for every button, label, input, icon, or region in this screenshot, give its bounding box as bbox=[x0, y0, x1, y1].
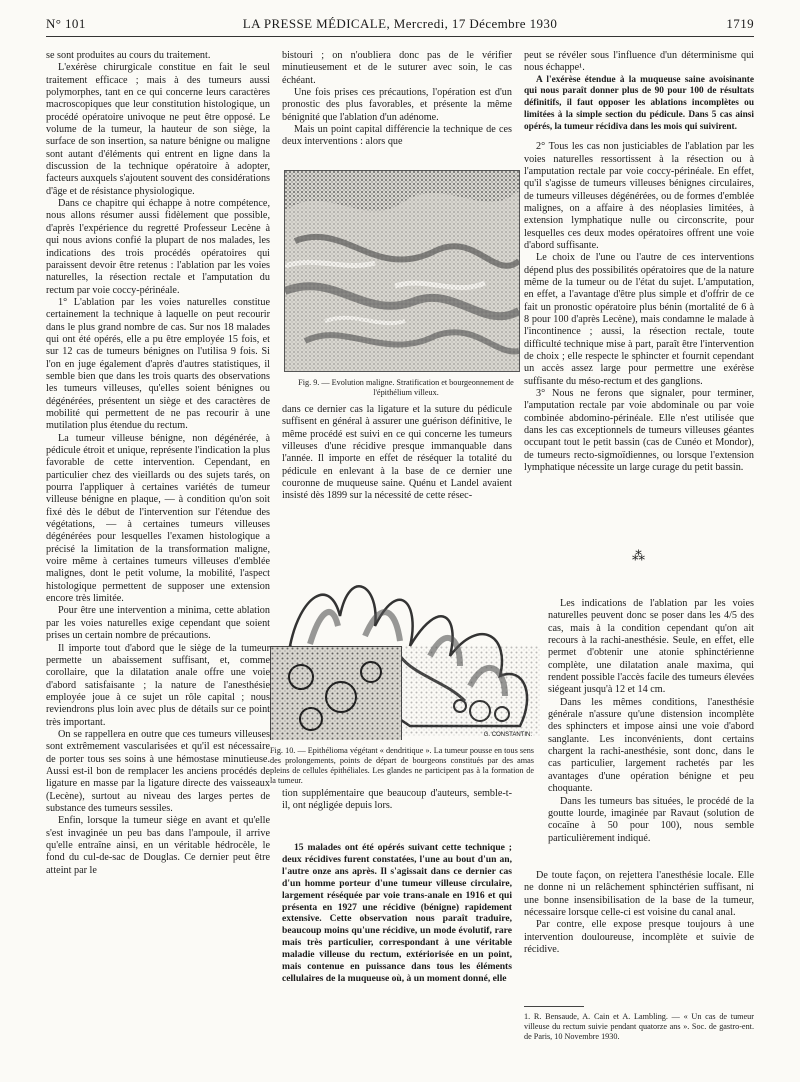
paragraph: Les indications de l'ablation par les voies naturelles peuvent donc se poser dans les 4/5 des cas, mais à la condition cependant qu'on ait recours à la rachi-anesthésie. Seule, en effet, elle permet d'obtenir une atonie sphinctérienne complète, une dilatation anale maxima, qui rendent possible l'accès facile des tumeurs élevées siégeant jusqu'à 12 et 14 cm. bbox=[548, 598, 754, 696]
column-right-end bbox=[524, 870, 754, 956]
column-middle-bottom bbox=[282, 788, 512, 813]
paragraph: Une fois prises ces précautions, l'opération est d'un pronostic des plus favorables, et présente la même bénignité que l'ablation d'un adénome. bbox=[282, 87, 512, 123]
figure-10-micrograph bbox=[270, 556, 540, 740]
paragraph: Par contre, elle expose presque toujours à une intervention douloureuse, incomplète et suivie de récidive. bbox=[524, 919, 754, 956]
paragraph: Pour être une intervention a minima, cette ablation par les voies naturelles exige cependant que soient prises un certain nombre de précautions. bbox=[46, 605, 270, 642]
journal-title: LA PRESSE MÉDICALE, Mercredi, 17 Décembre 1930 bbox=[242, 16, 558, 31]
paragraph: Dans ce chapitre qui échappe à notre compétence, nous allons résumer aussi fidèlement que possible, d'après l'expérience du regretté Professeur Lecène à qui nous avions confié la plupart de nos malades, les indications des trois procédés opératoires qui paraissent devoir être retenus : l'ablation par les voies naturelles, la résection rectale et l'amputation du rectum par voie coccy-périnéale. bbox=[46, 198, 270, 296]
paragraph: bistouri ; on n'oubliera donc pas de le vérifier minutieusement et de le suturer avec soin, le cas échéant. bbox=[282, 50, 512, 86]
figure-9-micrograph bbox=[284, 170, 520, 372]
paragraph: Dans les mêmes conditions, l'anesthésie générale n'assure qu'une distension incomplète des sphincters et impose ainsi une voie d'abord sanglante. Les inconvénients, dont certains chargent la rachi-anesthésie, sont donc, dans le cas particulier, largement rachetés par les avantages d'une opération bénigne et peu choquante. bbox=[548, 696, 754, 795]
paragraph: Mais un point capital différencie la technique de ces deux interventions : alors que bbox=[282, 124, 512, 148]
column-left bbox=[46, 50, 270, 877]
paragraph: A l'exérèse étendue à la muqueuse saine avoisinante qui nous paraît donner plus de 90 pour 100 de résultats définitifs, il faut opposer les ablations incomplètes ou limitées à la simple section du pédicule. Dans 5 cas ainsi opérés, la tumeur récidiva dans les mois qui suivirent. bbox=[524, 74, 754, 132]
footnote-rule bbox=[524, 1006, 584, 1007]
page-number: 1719 bbox=[726, 16, 754, 31]
figure-10-inset bbox=[270, 646, 402, 740]
column-right-continued bbox=[548, 598, 754, 845]
paragraph: Il importe tout d'abord que le siège de la tumeur permette un abaissement suffisant, et, comme corollaire, que la dilatation anale offre une voie d'abord satisfaisante ; la nature de l'anesthésie employée joue à ce sujet un rôle capital ; nous reviendrons plus loin avec plus de détails sur ce point très important. bbox=[46, 642, 270, 728]
inset-cells-illustration bbox=[271, 647, 401, 740]
micrograph-illustration bbox=[285, 171, 519, 371]
paragraph: Le choix de l'une ou l'autre de ces interventions dépend plus des possibilités opératoires que de la nature même de la tumeur ou de l'état du sujet. L'amputation, en effet, a l'avantage d'être plus simple et d'offrir de ce fait un pronostic opératoire plus bénin (mortalité de 6 à 8 pour 100 d'après Lecène), mais condamne le malade à l'incontinence ; aussi, la résection rectale, toute difficulté technique mise à part, paraît être l'intervention de choix ; elle respecte le sphincter et fournit cependant un accès assez large pour permettre une exérèse suffisante du méso-rectum et des ganglions. bbox=[524, 252, 754, 387]
paragraph: se sont produites au cours du traitement. bbox=[46, 50, 211, 61]
paragraph: On se rappellera en outre que ces tumeurs villeuses sont extrêmement vascularisées et qu'il est nécessaire de porter tous ses soins à une hémostase minutieuse. Aussi est-il bon de remplacer les anciens procédés de ligature en masse par la ligature directe des vaisseaux (Lecène), surtout au niveau des larges pertes de substance des tumeurs sessiles. bbox=[46, 728, 270, 814]
paragraph: dans ce dernier cas la ligature et la suture du pédicule suffisent en général à assurer une guérison définitive, le même procédé est suivi en ce qui concerne les tumeurs villeuses d'une récidive presque immanquable dans l'année. Il importe en effet de réséquer la totalité du pédicule en enlevant à la base de ce dernier une couronne de muqueuse saine. Quénu et Landel avaient insisté dès 1899 sur la nécessité de cette résec- bbox=[282, 404, 512, 502]
column-middle-top bbox=[282, 50, 512, 149]
paragraph: Enfin, lorsque la tumeur siège en avant et qu'elle s'est invaginée un peu bas dans l'ampoule, il arrive qu'elle entraîne ainsi, en un véritable hédrocèle, le fond du cul-de-sac de Douglas. Ce dernier peut être atteint par le bbox=[46, 815, 270, 876]
paragraph: Dans les tumeurs bas situées, le procédé de la goutte lourde, imaginée par Ravaut (solution de cocaïne à 50 pour 100), nous semble particulièrement indiqué. bbox=[548, 795, 754, 844]
paragraph: 3° Nous ne ferons que signaler, pour terminer, l'amputation rectale par voie abdominale ou par voie combinée abdomino-périnéale. Elle n'est utilisée que dans les cas exceptionnels de tumeurs villeuses géantes occupant tout le petit bassin (cas de Cunéo et Mondor), de tumeurs recto-sigmoïdiennes, ou lorsque l'extension lymphatique nécessite un large curage du petit bassin. bbox=[524, 388, 754, 474]
column-middle-mid bbox=[282, 404, 512, 503]
paragraph: L'exérèse chirurgicale constitue en fait le seul traitement efficace ; mais à des tumeurs aussi polymorphes, tant en ce qui concerne leurs caractères macroscopiques que leur constitution histologique, un procédé opératoire univoque ne peut être opposé. Le volume de la tumeur, la hauteur de son siège, la surface de son insertion, sa nature bénigne ou maligne sont autant d'éléments qui entrent en ligne dans la discussion de la technique opératoire à adopter, facteurs auxquels s'ajoutent souvent des considérations d'âge et de résistance physiologique. bbox=[46, 62, 270, 197]
paragraph: 15 malades ont été opérés suivant cette technique ; deux récidives furent constatées, l'une au bout d'un an, l'autre onze ans après. Il s'agissait dans ce dernier cas d'un homme porteur d'une tumeur villeuse circulaire, largement réséquée par voie trans-anale en 1916 et qui présenta en 1927 une récidive (bénigne) rapidement extensive. Cette observation nous paraît traduire, beaucoup moins qu'une récidive, un mode évolutif, rare mais très particulier, correspondant à une véritable maladie villeuse du rectum, extériorisée en un point, mais contenue en puissance dans tous les éléments cellulaires de la muqueuse où, à un moment donné, elle bbox=[282, 842, 512, 984]
page-header bbox=[46, 14, 754, 37]
column-right bbox=[524, 50, 754, 474]
section-separator: ⁂ bbox=[632, 548, 645, 563]
figure-9-caption: Fig. 9. — Evolution maligne. Stratification et bourgeonnement de l'épithélium villeux. bbox=[298, 378, 514, 397]
illustrator-signature: G. CONSTANTIN. bbox=[483, 732, 532, 738]
column-middle-observation bbox=[282, 842, 512, 985]
paragraph: De toute façon, on rejettera l'anesthésie locale. Elle ne donne ni un relâchement sphinctérien suffisant, ni une bonne insensibilisation de la base de la tumeur, nécessaire lorsque celle-ci est voisine du canal anal. bbox=[524, 870, 754, 919]
footnote: 1. R. Bensaude, A. Cain et A. Lambling. — « Un cas de tumeur villeuse du rectum suivie pendant quatorze ans ». Soc. de gastro-ent. de Paris, 10 Novembre 1930. bbox=[524, 1012, 754, 1041]
paragraph: La tumeur villeuse bénigne, non dégénérée, à pédicule étroit et unique, représente l'indication la plus favorable de cette intervention. Cependant, en particulier chez des vieillards ou des sujets tarés, on pourra l'appliquer à certaines variétés de tumeur villeuse bénigne en plaque, — à condition qu'on soit fixé dès le début de l'intervention sur l'étendue des végétations, — à certaines tumeurs villeuses dégénérées pour lesquelles l'examen histologique a précisé la limitation de la transformation maligne, voire même à certaines tumeurs villeuses d'emblée malignes, dont le petit volume, la mobilité, l'aspect histologique permettent de supposer une extension encore très limitée. bbox=[46, 432, 270, 605]
paragraph: tion supplémentaire que beaucoup d'auteurs, semble-t-il, ont négligée depuis lors. bbox=[282, 788, 512, 812]
figure-10-caption: Fig. 10. — Epithélioma végétant « dendritique ». La tumeur pousse en tous sens des prolongements, points de départ de bourgeons constitués par des amas pleins de cellules épithéliales. Les glandes ne participent pas à la formation de la tumeur. bbox=[270, 746, 534, 785]
paragraph: peut se révéler sous l'influence d'un déterminisme qui nous échappe¹. bbox=[524, 50, 754, 74]
paragraph: 1° L'ablation par les voies naturelles constitue certainement la technique à laquelle on peut recourir dans le plus grand nombre de cas. Sur nos 18 malades qui ont été opérés, elle a pu être employée 15 fois, et sur 12 cas de tumeurs bénignes on l'utilisa 9 fois. Si l'on en juge également d'après d'autres statistiques, il semble bien que dans les trois quarts des observations les tumeurs villeuses, qu'elles soient bénignes ou dégénérées, présentent un siège et des caractères de mobilité qui permettent de ne pas recourir à une mutilation plus étendue du rectum. bbox=[46, 296, 270, 432]
paragraph: 2° Tous les cas non justiciables de l'ablation par les voies naturelles ressortissent à la résection ou à l'amputation rectale par voie coccy-périnéale. En effet, qu'il s'agisse de tumeurs villeuses bénignes circulaires, de tumeurs villeuses dégénérées, ou de formes d'emblée malignes, on a affaire à des néoplasies limitées, à extension lymphatique nulle ou circonscrite, pour lesquelles ces deux modes opératoires offrent une voie d'abord suffisante. bbox=[524, 141, 754, 251]
issue-number: N° 101 bbox=[46, 16, 86, 31]
